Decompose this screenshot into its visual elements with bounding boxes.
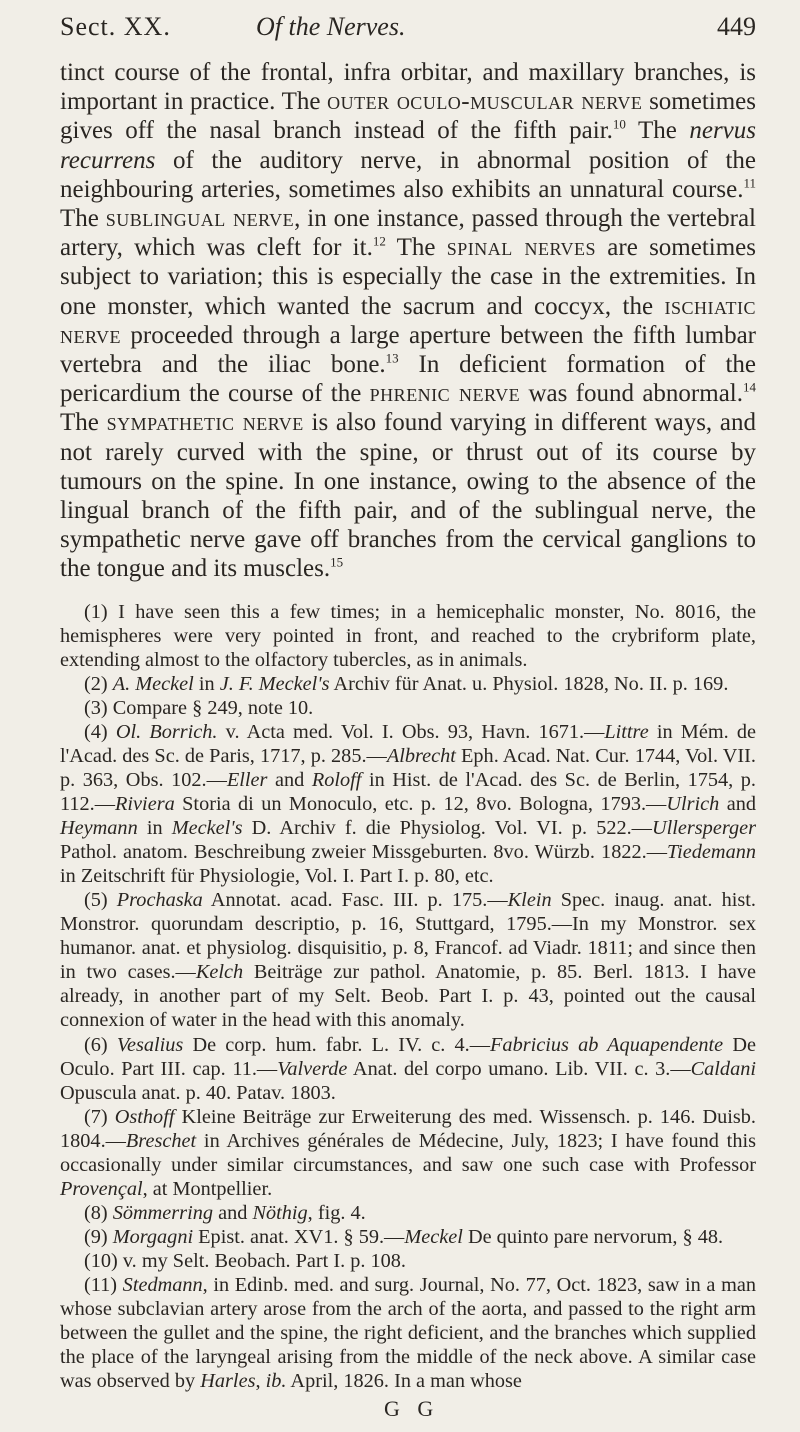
italic-text: Vesalius <box>116 1033 184 1056</box>
text-run: D. Archiv f. die Physiolog. Vol. VI. p. 522.— <box>242 817 652 840</box>
footnote <box>60 600 756 672</box>
footnote <box>60 1105 756 1201</box>
small-caps-term: sublingual nerve <box>105 205 295 233</box>
text-run: , in one instance, passed through the vertebral artery, which was cleft for it. <box>60 205 756 262</box>
italic-text: Heymann <box>60 817 138 840</box>
italic-text: Ulrich <box>666 793 720 816</box>
italic-text: Albrecht <box>386 744 456 767</box>
footnote <box>60 1273 756 1393</box>
footnote <box>60 720 756 888</box>
small-caps-term: outer oculo-muscular nerve <box>327 88 643 116</box>
text-run: in Hist. de l'Acad. des Sc. de Berlin, 1754, p. 112.— <box>60 768 756 816</box>
italic-text: Valverde <box>277 1057 348 1080</box>
text-run: De Oculo. Part III. cap. 11.— <box>60 1033 757 1080</box>
italic-text: Nöthig <box>252 1201 308 1224</box>
footnotes <box>60 600 756 1394</box>
text-run: Anat. del corpo umano. Lib. VII. c. 3.— <box>347 1057 691 1080</box>
text-run: (7) <box>84 1105 115 1128</box>
italic-text: Eller <box>226 768 268 791</box>
footnote-ref: 11 <box>743 175 756 191</box>
italic-text: Meckel's <box>171 817 243 840</box>
text-run: (5) <box>84 889 117 912</box>
text-run: The <box>385 234 447 262</box>
italic-text: Meckel <box>404 1225 463 1248</box>
italic-text: Fabricius ab Aquapendente <box>490 1033 724 1056</box>
main-paragraph <box>60 58 756 584</box>
footnote-ref: 13 <box>385 350 399 366</box>
text-run: and <box>213 1201 253 1224</box>
text-run: Beiträge zur pathol. Anatomie, p. 85. Berl. 1813. I have already, in another part of my Selt. Beob. Part I. p. 43, pointed out the causal connexion of water in the head with this anomaly. <box>60 961 756 1032</box>
text-run: sometimes gives off the nasal branch instead of the fifth pair. <box>60 88 757 145</box>
italic-text: Klein <box>507 889 552 912</box>
text-run: Storia di un Monoculo, etc. p. 12, 8vo. Bologna, 1793.— <box>174 793 667 816</box>
italic-text: Tiedemann <box>666 841 756 864</box>
italic-text: ib. <box>265 1370 287 1393</box>
text-run: De corp. hum. fabr. L. IV. c. 4.— <box>183 1033 491 1056</box>
italic-text: Ullersperger <box>651 817 756 840</box>
text-run: (2) <box>84 672 113 695</box>
italic-text: Morgagni <box>112 1225 194 1248</box>
text-run: (9) <box>84 1225 113 1248</box>
text-run: Pathol. anatom. Beschreibung zweier Missgeburten. 8vo. Würzb. 1822.— <box>60 841 667 864</box>
footnote <box>60 672 756 696</box>
small-caps-term: ischiatic nerve <box>60 292 756 349</box>
italic-text: Osthoff <box>114 1105 175 1128</box>
footnote-ref: 15 <box>330 555 344 571</box>
text-run: (3) Compare § 249, note 10. <box>84 696 314 719</box>
footnote <box>60 1033 756 1105</box>
italic-text: Ol. Borrich. <box>115 720 218 743</box>
italic-text: Breschet <box>125 1129 197 1152</box>
footnote <box>60 1225 756 1249</box>
italic-text: Sömmerring <box>112 1201 213 1224</box>
text-run: Epist. anat. XV1. § 59.— <box>193 1225 405 1248</box>
text-run: in Archives générales de Médecine, July, 1823; I have found this occasionally under similar circumstances, and saw one such case with Professor <box>60 1129 756 1176</box>
text-run: The <box>60 205 106 233</box>
italic-text: Prochaska <box>116 889 203 912</box>
italic-text: nervus recurrens <box>60 117 757 174</box>
text-run: Kleine Beiträge zur Erweiterung des med. Wissensch. p. 146. Duisb. 1804.— <box>60 1105 757 1152</box>
text-run: The <box>625 117 690 145</box>
text-run: The <box>60 409 107 437</box>
italic-text: Kelch <box>195 961 244 984</box>
text-run: v. Acta med. Vol. I. Obs. 93, Havn. 1671.— <box>217 720 605 743</box>
text-run: (8) <box>84 1201 113 1224</box>
text-run: in <box>137 817 172 840</box>
text-run: (1) I have seen this a few times; in a hemicephalic monster, No. 8016, the hemispheres were very pointed in front, and reached to the crybriform plate, extending almost to the olfactory tubercles, as in animals. <box>60 600 756 671</box>
text-run: in Zeitschrift für Physiologie, Vol. I. Part I. p. 80, etc. <box>60 865 494 888</box>
footnote-ref: 12 <box>372 233 386 249</box>
footnote <box>60 888 756 1032</box>
running-title: Of the Nerves. <box>256 12 406 41</box>
text-run: , fig. 4. <box>307 1201 366 1224</box>
text-run: proceeded through a large aperture between the fifth lumbar vertebra and the iliac bone. <box>60 321 756 379</box>
section-label: Sect. XX. <box>60 12 171 41</box>
small-caps-term: spinal nerves <box>446 234 597 262</box>
text-run: was found abnormal. <box>520 380 743 408</box>
text-run: , in Edinb. med. and surg. Journal, No. 77, Oct. 1823, saw in a man whose subclavian artery arose from the arch of the aorta, and passed to the right arm between the gullet and the spine, the right deficient, and the branches which supplied the place of the laryngeal arising from the middle of the neck above. A similar case was observed by <box>60 1273 756 1393</box>
text-run: Eph. Acad. Nat. Cur. 1744, Vol. VII. p. 363, Obs. 102.— <box>60 744 756 791</box>
italic-text: Provençal <box>60 1177 143 1200</box>
italic-text: Littre <box>604 720 649 743</box>
italic-text: A. Meckel <box>112 672 194 695</box>
footnote <box>60 1201 756 1225</box>
italic-text: Stedmann <box>122 1273 203 1296</box>
italic-text: Roloff <box>311 768 362 791</box>
footnote <box>60 696 756 720</box>
footnote-ref: 10 <box>612 117 626 133</box>
italic-text: Riviera <box>115 793 175 816</box>
text-run: , <box>255 1370 266 1393</box>
text-run: De quinto pare nervorum, § 48. <box>462 1225 724 1248</box>
text-run: (10) v. my Selt. Beobach. Part I. p. 108. <box>84 1249 407 1272</box>
text-run: Opuscula anat. p. 40. Patav. 1803. <box>60 1081 336 1104</box>
small-caps-term: sympathetic nerve <box>106 409 304 437</box>
text-run: Annotat. acad. Fasc. III. p. 175.— <box>202 889 508 912</box>
italic-text: Harles <box>200 1370 256 1393</box>
text-run: Archiv für Anat. u. Physiol. 1828, No. II. p. 169. <box>329 672 729 695</box>
text-run: of the auditory nerve, in abnormal position of the neighbouring arteries, sometimes also exhibits an unnatural course. <box>60 146 756 203</box>
text-run: are sometimes subject to variation; this is especially the case in the extremities. In one monster, which wanted the sacrum and coccyx, the <box>60 234 757 320</box>
text-run: is also found varying in different ways, and not rarely curved with the spine, or thrust out of its course by tumours on the spine. In one instance, owing to the absence of the lingual branch of the fifth pair, and of the sublingual nerve, the sympathetic nerve gave off branches from the cervical ganglions to the tongue and its muscles. <box>60 409 757 583</box>
text-run: Spec. inaug. anat. hist. Monstror. quorundam descriptio, p. 16, Stuttgard, 1795.—In my Monstror. sex humanor. anat. et physiolog. disquisitio, p. 8, Francof. ad Viadr. 1811; and since then in two cases.— <box>60 889 756 984</box>
text-run: and <box>719 793 756 816</box>
text-run: (6) <box>84 1033 117 1056</box>
small-caps-term: phrenic nerve <box>369 380 521 408</box>
text-run: (4) <box>84 720 116 743</box>
signature-mark: G G <box>384 1396 440 1421</box>
running-header <box>60 0 756 58</box>
text-run: and <box>267 768 312 791</box>
text-run: In deficient formation of the pericardium the course of the <box>60 351 756 408</box>
italic-text: Caldani <box>690 1057 756 1080</box>
text-run: (11) <box>84 1273 123 1296</box>
text-run: , at Montpellier. <box>142 1177 273 1200</box>
page-number: 449 <box>717 12 756 41</box>
footnote <box>60 1249 756 1273</box>
footnote-ref: 14 <box>743 379 756 395</box>
text-run: April, 1826. In a man whose <box>286 1370 522 1393</box>
text-run: in Mém. de l'Acad. des Sc. de Paris, 1717, p. 285.— <box>60 720 756 767</box>
text-run: in <box>193 672 220 695</box>
italic-text: J. F. Meckel's <box>219 672 330 695</box>
text-run: tinct course of the frontal, infra orbitar, and maxillary branches, is important in practice. The <box>60 59 756 116</box>
